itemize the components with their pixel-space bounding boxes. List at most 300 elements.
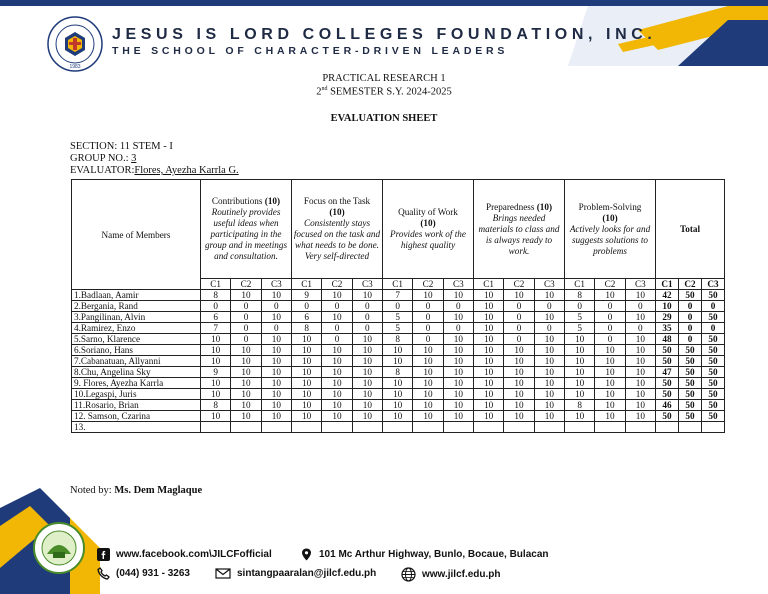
- score-cell: 10: [413, 411, 443, 422]
- score-cell: 9: [201, 367, 231, 378]
- criterion-sub-header: C2: [504, 279, 534, 290]
- score-cell: 0: [443, 301, 473, 312]
- score-cell: 0: [292, 301, 322, 312]
- criterion-sub-header: C1: [565, 279, 595, 290]
- total-cell: 29: [656, 312, 679, 323]
- table-row: [72, 367, 725, 378]
- score-cell: 10: [504, 400, 534, 411]
- facebook-link[interactable]: www.facebook.com\JILCFofficial: [116, 549, 272, 560]
- score-cell: 10: [504, 378, 534, 389]
- score-cell: [534, 422, 564, 433]
- total-cell: 0: [679, 312, 702, 323]
- score-cell: 10: [443, 356, 473, 367]
- score-cell: 10: [352, 367, 382, 378]
- criterion-preparedness: Preparedness (10) Brings needed materials to class and is always ready to work.: [474, 180, 565, 279]
- website-contact: [401, 567, 501, 582]
- criterion-focus: Focus on the Task (10) Consistently stays focused on the task and what needs to be done. Very self-directed: [292, 180, 383, 279]
- score-cell: 10: [443, 290, 473, 301]
- score-cell: 10: [413, 367, 443, 378]
- website-link[interactable]: www.jilcf.edu.ph: [422, 569, 501, 580]
- table-row: [72, 356, 725, 367]
- score-cell: 10: [261, 312, 291, 323]
- criterion-sub-header: C3: [534, 279, 564, 290]
- score-cell: 0: [534, 323, 564, 334]
- score-cell: 10: [261, 356, 291, 367]
- table-row: [72, 334, 725, 345]
- score-cell: 10: [625, 389, 655, 400]
- score-cell: 10: [504, 356, 534, 367]
- score-cell: 0: [413, 323, 443, 334]
- total-cell: 50: [656, 389, 679, 400]
- score-cell: 10: [292, 334, 322, 345]
- score-cell: 10: [534, 290, 564, 301]
- score-cell: 10: [595, 389, 625, 400]
- score-cell: 10: [413, 400, 443, 411]
- total-cell: 50: [702, 334, 725, 345]
- criterion-sub-header: C1: [474, 279, 504, 290]
- score-cell: 8: [292, 323, 322, 334]
- score-cell: 10: [352, 356, 382, 367]
- score-cell: [504, 422, 534, 433]
- score-cell: 10: [565, 411, 595, 422]
- score-cell: 10: [413, 389, 443, 400]
- total-cell: 50: [702, 356, 725, 367]
- group-value: 3: [131, 153, 137, 164]
- score-cell: 6: [201, 312, 231, 323]
- score-cell: 10: [625, 312, 655, 323]
- score-cell: 0: [413, 312, 443, 323]
- score-cell: 0: [565, 301, 595, 312]
- score-cell: 10: [595, 400, 625, 411]
- location-pin-icon: [300, 548, 313, 561]
- member-name: 13.: [72, 422, 201, 433]
- total-cell: 50: [679, 411, 702, 422]
- member-name: 9. Flores, Ayezha Karrla: [72, 378, 201, 389]
- member-name: 10.Legaspi, Juris: [72, 389, 201, 400]
- score-cell: 10: [474, 290, 504, 301]
- score-cell: 0: [352, 312, 382, 323]
- score-cell: 10: [474, 400, 504, 411]
- table-row: [72, 422, 725, 433]
- criterion-sub-header: C2: [595, 279, 625, 290]
- score-cell: 10: [231, 345, 261, 356]
- total-cell: 50: [679, 367, 702, 378]
- score-cell: 10: [595, 345, 625, 356]
- score-cell: 10: [352, 378, 382, 389]
- score-cell: 10: [534, 411, 564, 422]
- score-cell: 10: [443, 334, 473, 345]
- logo-year: 1983: [69, 64, 81, 70]
- total-cell: 50: [679, 389, 702, 400]
- member-name: 1.Badlaan, Aamir: [72, 290, 201, 301]
- score-cell: 10: [261, 400, 291, 411]
- globe-icon: [401, 567, 416, 582]
- score-cell: [474, 422, 504, 433]
- evaluator-label: EVALUATOR:Flores, Ayezha Karrla G.: [70, 165, 239, 176]
- score-cell: 10: [292, 378, 322, 389]
- score-cell: 8: [383, 334, 413, 345]
- score-cell: 0: [443, 323, 473, 334]
- criterion-sub-header: C3: [261, 279, 291, 290]
- criterion-problem-solving: Problem-Solving (10) Actively looks for and suggests solutions to problems: [565, 180, 656, 279]
- total-cell: 50: [702, 389, 725, 400]
- score-cell: 10: [565, 378, 595, 389]
- score-cell: 10: [292, 345, 322, 356]
- score-cell: 10: [231, 367, 261, 378]
- email-link[interactable]: sintangpaaralan@jilcf.edu.ph: [237, 568, 377, 579]
- score-cell: 10: [474, 411, 504, 422]
- score-cell: 10: [383, 378, 413, 389]
- score-cell: 0: [413, 334, 443, 345]
- score-cell: 10: [383, 345, 413, 356]
- score-cell: 10: [322, 378, 352, 389]
- noted-by: Noted by: Ms. Dem Maglaque: [70, 485, 203, 496]
- phone-contact: [97, 567, 190, 580]
- score-cell: 10: [352, 400, 382, 411]
- table-row: [72, 389, 725, 400]
- score-cell: 10: [261, 389, 291, 400]
- score-cell: [383, 422, 413, 433]
- total-cell: 0: [679, 334, 702, 345]
- score-cell: 10: [595, 411, 625, 422]
- score-cell: 8: [201, 290, 231, 301]
- score-cell: 10: [322, 312, 352, 323]
- member-name: 12. Samson, Czarina: [72, 411, 201, 422]
- total-cell: 50: [702, 345, 725, 356]
- criterion-sub-header: C3: [625, 279, 655, 290]
- score-cell: 10: [322, 367, 352, 378]
- score-cell: 10: [261, 345, 291, 356]
- total-cell: 50: [656, 356, 679, 367]
- score-cell: 0: [201, 301, 231, 312]
- total-cell: 50: [679, 400, 702, 411]
- score-cell: 10: [231, 411, 261, 422]
- score-cell: 10: [625, 345, 655, 356]
- member-name: 7.Cabanatuan, Allyanni: [72, 356, 201, 367]
- section-label: SECTION: 11 STEM - I: [70, 141, 173, 152]
- member-name: 4.Ramirez, Enzo: [72, 323, 201, 334]
- score-cell: [443, 422, 473, 433]
- score-cell: 10: [565, 367, 595, 378]
- table-row: [72, 323, 725, 334]
- score-cell: 10: [231, 378, 261, 389]
- score-cell: 10: [383, 400, 413, 411]
- email-contact: [215, 567, 376, 580]
- score-cell: 10: [201, 356, 231, 367]
- score-cell: 10: [443, 345, 473, 356]
- member-name: 3.Pangilinan, Alvin: [72, 312, 201, 323]
- table-row: [72, 411, 725, 422]
- score-cell: 10: [534, 400, 564, 411]
- score-cell: 10: [474, 301, 504, 312]
- score-cell: [413, 422, 443, 433]
- score-cell: 0: [322, 323, 352, 334]
- score-cell: 5: [565, 312, 595, 323]
- total-sub-header: C3: [702, 279, 725, 290]
- score-cell: 0: [504, 323, 534, 334]
- school-seal: [33, 522, 85, 574]
- member-name: 11.Rosario, Brian: [72, 400, 201, 411]
- total-cell: 50: [702, 312, 725, 323]
- score-cell: 0: [504, 334, 534, 345]
- address-contact: [300, 548, 549, 561]
- score-cell: [352, 422, 382, 433]
- total-cell: 50: [679, 345, 702, 356]
- score-cell: 10: [383, 411, 413, 422]
- org-header: [112, 26, 656, 57]
- table-row: [72, 400, 725, 411]
- member-name: 5.Sarno, Klarence: [72, 334, 201, 345]
- score-cell: 10: [595, 290, 625, 301]
- total-cell: 0: [679, 301, 702, 312]
- score-cell: 10: [474, 389, 504, 400]
- score-cell: 5: [383, 323, 413, 334]
- score-cell: 10: [534, 367, 564, 378]
- total-sub-header: C2: [679, 279, 702, 290]
- score-cell: 7: [383, 290, 413, 301]
- score-cell: 10: [443, 411, 473, 422]
- score-cell: 6: [292, 312, 322, 323]
- total-cell: 0: [702, 301, 725, 312]
- total-cell: 50: [679, 356, 702, 367]
- score-cell: 0: [625, 301, 655, 312]
- score-cell: [322, 422, 352, 433]
- score-cell: 8: [565, 290, 595, 301]
- score-cell: 10: [322, 290, 352, 301]
- total-cell: [679, 422, 702, 433]
- document-title: EVALUATION SHEET: [330, 113, 438, 124]
- name-header: Name of Members: [72, 180, 201, 290]
- score-cell: 10: [201, 411, 231, 422]
- evaluator-name: Flores, Ayezha Karrla G.: [134, 165, 239, 176]
- table-row: [72, 345, 725, 356]
- score-cell: 10: [292, 356, 322, 367]
- score-cell: 10: [443, 378, 473, 389]
- score-cell: 10: [413, 378, 443, 389]
- total-cell: 46: [656, 400, 679, 411]
- score-cell: 10: [443, 389, 473, 400]
- total-cell: 42: [656, 290, 679, 301]
- score-cell: 10: [474, 345, 504, 356]
- score-cell: 10: [595, 378, 625, 389]
- phone-number: (044) 931 - 3263: [116, 568, 190, 579]
- score-cell: 10: [231, 356, 261, 367]
- score-cell: 10: [474, 312, 504, 323]
- criterion-contributions: Contributions (10) Routinely provides useful ideas when participating in the group and in meetings and consultation.: [201, 180, 292, 279]
- score-cell: 0: [595, 334, 625, 345]
- score-cell: 10: [231, 400, 261, 411]
- score-cell: 10: [261, 411, 291, 422]
- score-cell: 10: [534, 312, 564, 323]
- score-cell: 10: [565, 334, 595, 345]
- score-cell: 10: [201, 345, 231, 356]
- score-cell: 0: [261, 301, 291, 312]
- score-cell: [261, 422, 291, 433]
- member-name: 8.Chu, Angelina Sky: [72, 367, 201, 378]
- score-cell: 10: [322, 356, 352, 367]
- address-text: 101 Mc Arthur Highway, Bunlo, Bocaue, Bulacan: [319, 549, 549, 560]
- score-cell: 10: [261, 367, 291, 378]
- score-cell: 10: [474, 378, 504, 389]
- score-cell: 10: [504, 345, 534, 356]
- score-cell: 0: [322, 301, 352, 312]
- score-cell: 10: [322, 400, 352, 411]
- total-cell: 47: [656, 367, 679, 378]
- total-cell: 0: [702, 323, 725, 334]
- total-cell: 0: [679, 323, 702, 334]
- score-cell: [231, 422, 261, 433]
- score-cell: 0: [595, 301, 625, 312]
- score-cell: 10: [625, 378, 655, 389]
- score-cell: 0: [595, 312, 625, 323]
- score-cell: 10: [443, 312, 473, 323]
- member-name: 6.Soriano, Hans: [72, 345, 201, 356]
- score-cell: 0: [504, 301, 534, 312]
- score-cell: 10: [292, 389, 322, 400]
- score-cell: 10: [322, 389, 352, 400]
- subject-heading: PRACTICAL RESEARCH 1: [322, 73, 446, 84]
- table-row: [72, 290, 725, 301]
- score-cell: 10: [504, 290, 534, 301]
- total-cell: 50: [656, 411, 679, 422]
- total-cell: 50: [656, 378, 679, 389]
- score-cell: 5: [565, 323, 595, 334]
- score-cell: 10: [322, 411, 352, 422]
- table-row: [72, 301, 725, 312]
- score-cell: 10: [534, 356, 564, 367]
- score-cell: 10: [413, 345, 443, 356]
- score-cell: 10: [443, 367, 473, 378]
- score-cell: 10: [474, 334, 504, 345]
- score-cell: 10: [595, 367, 625, 378]
- org-name: JESUS IS LORD COLLEGES FOUNDATION, INC.: [112, 26, 657, 43]
- total-cell: 50: [702, 367, 725, 378]
- score-cell: 0: [534, 301, 564, 312]
- mail-icon: [215, 567, 231, 580]
- score-cell: 0: [231, 312, 261, 323]
- score-cell: [292, 422, 322, 433]
- total-cell: 50: [702, 378, 725, 389]
- score-cell: 10: [565, 389, 595, 400]
- score-cell: 10: [504, 411, 534, 422]
- total-cell: 50: [702, 290, 725, 301]
- score-cell: 10: [625, 400, 655, 411]
- score-cell: 10: [261, 290, 291, 301]
- evaluation-table: [71, 179, 725, 433]
- table-row: [72, 378, 725, 389]
- score-cell: [595, 422, 625, 433]
- score-cell: 0: [625, 323, 655, 334]
- criterion-sub-header: C3: [352, 279, 382, 290]
- score-cell: 5: [383, 312, 413, 323]
- criterion-sub-header: C3: [443, 279, 473, 290]
- score-cell: 10: [352, 389, 382, 400]
- score-cell: 10: [625, 356, 655, 367]
- score-cell: 0: [322, 334, 352, 345]
- total-cell: 50: [679, 290, 702, 301]
- score-cell: 10: [201, 378, 231, 389]
- score-cell: 0: [231, 301, 261, 312]
- table-row: [72, 312, 725, 323]
- total-cell: 50: [702, 400, 725, 411]
- score-cell: 8: [201, 400, 231, 411]
- score-cell: 7: [201, 323, 231, 334]
- score-cell: 10: [201, 334, 231, 345]
- facebook-icon: [97, 548, 110, 561]
- criterion-sub-header: C1: [383, 279, 413, 290]
- group-label: GROUP NO.: 3: [70, 153, 137, 164]
- facebook-contact: [97, 548, 272, 561]
- score-cell: 10: [322, 345, 352, 356]
- score-cell: 10: [292, 400, 322, 411]
- score-cell: 10: [292, 411, 322, 422]
- score-cell: 10: [534, 345, 564, 356]
- score-cell: 10: [474, 367, 504, 378]
- school-logo: [47, 16, 103, 72]
- total-cell: [656, 422, 679, 433]
- score-cell: 0: [413, 301, 443, 312]
- criterion-sub-header: C2: [231, 279, 261, 290]
- noted-by-name: Ms. Dem Maglaque: [114, 485, 203, 496]
- total-cell: 50: [656, 345, 679, 356]
- score-cell: 10: [231, 389, 261, 400]
- total-cell: 48: [656, 334, 679, 345]
- score-cell: 10: [534, 334, 564, 345]
- score-cell: 10: [625, 290, 655, 301]
- score-cell: 10: [625, 367, 655, 378]
- score-cell: 9: [292, 290, 322, 301]
- criterion-sub-header: C2: [322, 279, 352, 290]
- score-cell: 8: [383, 367, 413, 378]
- score-cell: 10: [474, 323, 504, 334]
- score-cell: 10: [261, 334, 291, 345]
- score-cell: 10: [534, 378, 564, 389]
- score-cell: 10: [595, 356, 625, 367]
- criterion-sub-header: C1: [201, 279, 231, 290]
- score-cell: 10: [565, 356, 595, 367]
- score-cell: 0: [504, 312, 534, 323]
- score-cell: 10: [474, 356, 504, 367]
- criterion-sub-header: C2: [413, 279, 443, 290]
- score-cell: 0: [352, 301, 382, 312]
- total-cell: 50: [702, 411, 725, 422]
- score-cell: 0: [383, 301, 413, 312]
- total-cell: 10: [656, 301, 679, 312]
- score-cell: 10: [352, 290, 382, 301]
- score-cell: 10: [504, 389, 534, 400]
- total-sub-header: C1: [656, 279, 679, 290]
- total-cell: 35: [656, 323, 679, 334]
- score-cell: 0: [231, 334, 261, 345]
- phone-icon: [97, 567, 110, 580]
- member-name: 2.Bergania, Rand: [72, 301, 201, 312]
- criterion-sub-header: C1: [292, 279, 322, 290]
- score-cell: 10: [292, 367, 322, 378]
- total-cell: 50: [679, 378, 702, 389]
- score-cell: 10: [201, 389, 231, 400]
- score-cell: [201, 422, 231, 433]
- score-cell: 10: [352, 411, 382, 422]
- score-cell: 10: [383, 356, 413, 367]
- semester-heading: 2nd SEMESTER S.Y. 2024-2025: [316, 86, 452, 98]
- score-cell: 10: [443, 400, 473, 411]
- score-cell: 0: [595, 323, 625, 334]
- score-cell: 8: [565, 400, 595, 411]
- score-cell: 10: [413, 290, 443, 301]
- score-cell: 10: [352, 345, 382, 356]
- score-cell: 10: [231, 290, 261, 301]
- score-cell: [565, 422, 595, 433]
